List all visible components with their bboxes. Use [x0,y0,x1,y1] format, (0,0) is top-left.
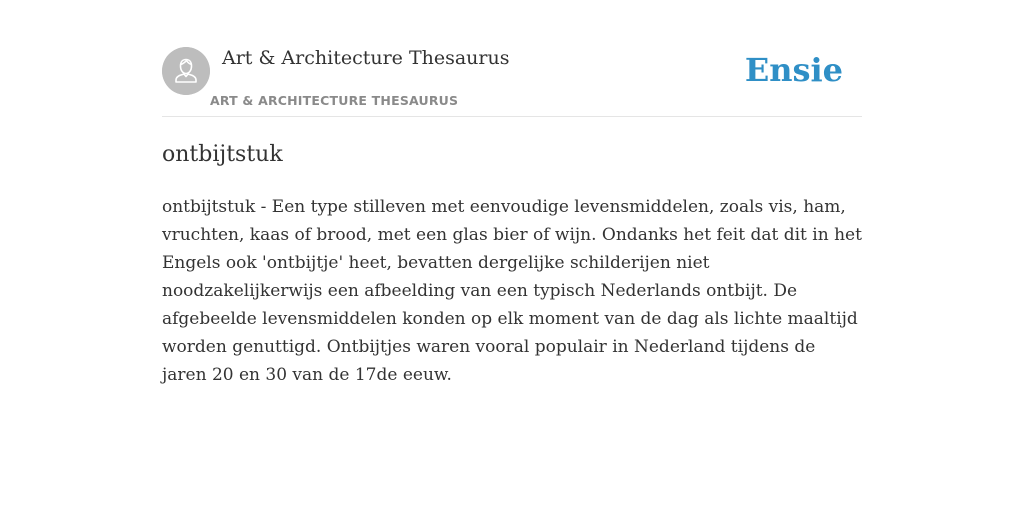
source-subtitle: ART & ARCHITECTURE THESAURUS [210,93,459,108]
avatar[interactable] [162,47,210,95]
brand-logo[interactable]: Ensie [744,51,843,89]
source-header [162,46,862,117]
term-title: ontbijtstuk [162,142,283,167]
user-placeholder-icon [162,47,210,95]
term-definition: ontbijtstuk - Een type stilleven met eenvoudige levensmiddelen, zoals vis, ham, vruchten, kaas of brood, met een glas bier of wijn. Ondanks het feit dat dit in het Engels ook 'ontbijtje' heet, bevatten dergelijke schilderijen niet noodzakelijkerwijs een afbeelding van een typisch Nederlands ontbijt. De afgebeelde levensmiddelen konden op elk moment van de dag als lichte maaltijd worden genuttigd. Ontbijtjes waren vooral populair in Nederland tijdens de jaren 20 en 30 van de 17de eeuw. [162,197,862,385]
source-title[interactable]: Art & Architecture Thesaurus [222,47,510,69]
